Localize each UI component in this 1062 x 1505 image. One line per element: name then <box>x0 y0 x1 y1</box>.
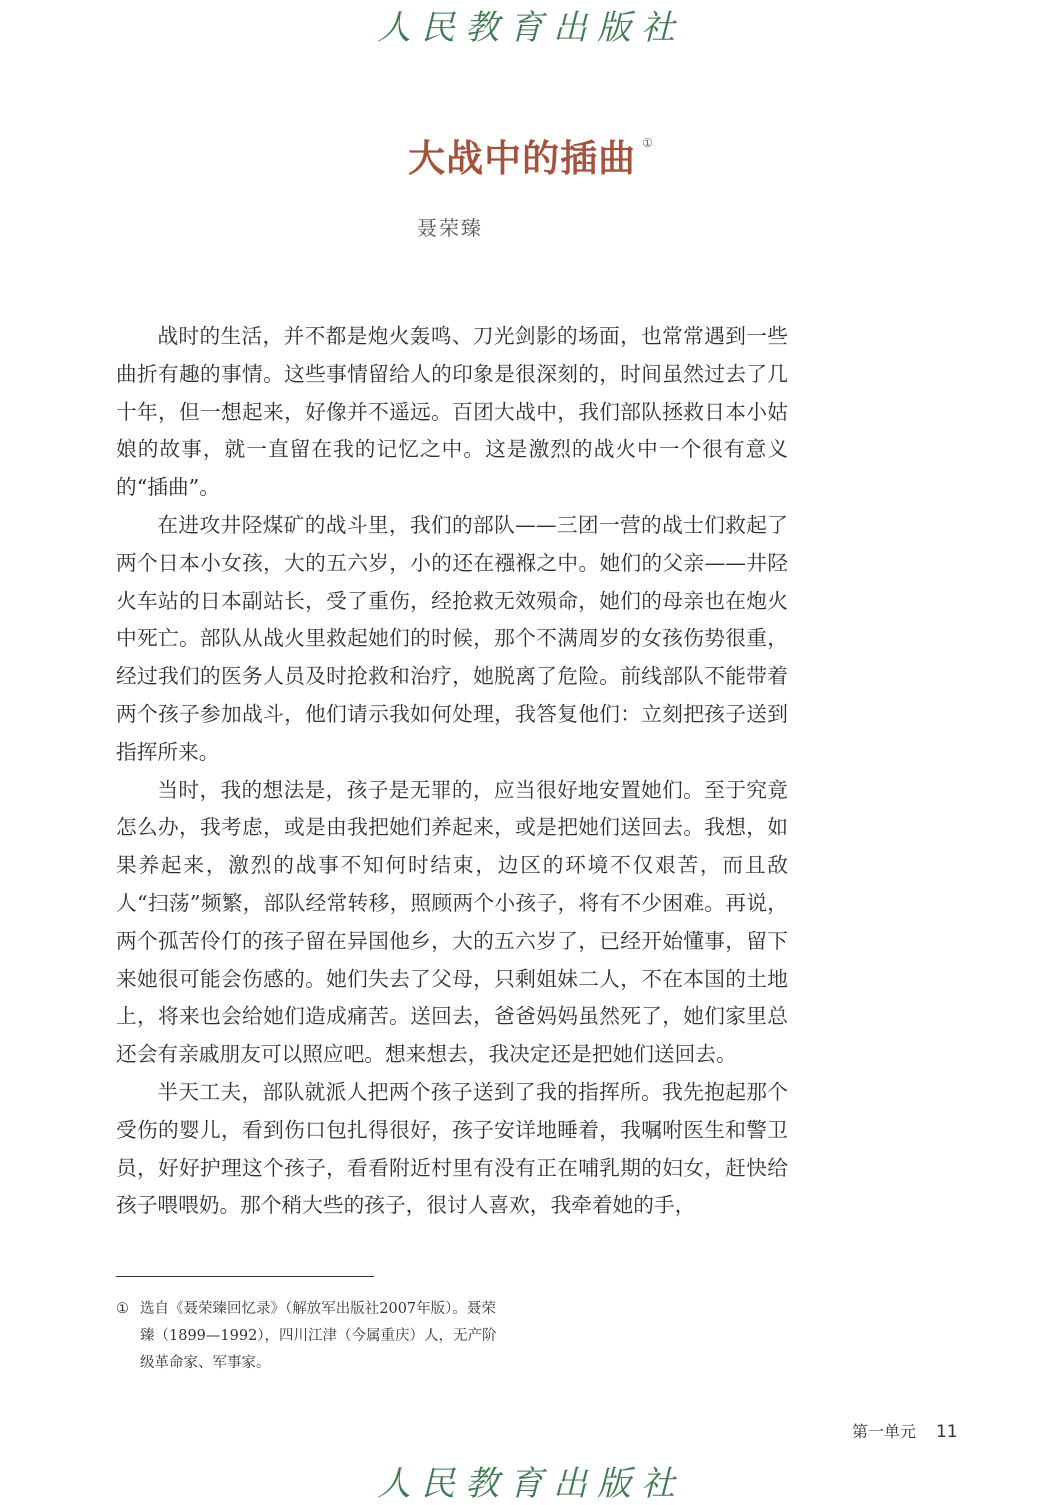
article-title <box>0 128 1062 182</box>
footnote-mark: ① <box>116 1301 129 1317</box>
paragraph: 战时的生活，并不都是炮火轰鸣、刀光剑影的场面，也常常遇到一些曲折有趣的事情。这些事情留给人的印象是很深刻的，时间虽然过去了几十年，但一想起来，好像并不遥远。百团大战中，我们部队拯救日本小姑娘的故事，就一直留在我的记忆之中。这是激烈的战火中一个很有意义的“插曲”。 <box>116 324 788 500</box>
footnote-text: 选自《聂荣臻回忆录》（解放军出版社2007年版）。聂荣臻（1899—1992），四川江津（今属重庆）人，无产阶级革命家、军事家。 <box>140 1301 497 1371</box>
publisher-watermark-top: 人民教育出版社 <box>377 8 685 48</box>
article-body <box>116 318 788 1225</box>
footnote <box>116 1296 506 1377</box>
paragraph: 当时，我的想法是，孩子是无罪的，应当很好地安置她们。至于究竟怎么办，我考虑，或是由我把她们养起来，或是把她们送回去。我想，如果养起来，激烈的战事不知何时结束，边区的环境不仅艰苦，而且敌人“扫荡”频繁，部队经常转移，照顾两个小孩子，将有不少困难。再说，两个孤苦伶仃的孩子留在异国他乡，大的五六岁了，已经开始懂事，留下来她很可能会伤感的。她们失去了父母，只剩姐妹二人，不在本国的土地上，将来也会给她们造成痛苦。送回去，爸爸妈妈虽然死了，她们家里总还会有亲戚朋友可以照应吧。想来想去，我决定还是把她们送回去。 <box>116 777 788 1067</box>
page-footer <box>852 1419 958 1442</box>
author-name: 聂荣臻 <box>417 216 483 240</box>
article-title-text: 大战中的插曲 <box>408 137 637 180</box>
footnote-divider <box>116 1276 374 1277</box>
title-footnote-mark[interactable]: ① <box>642 136 654 150</box>
section-label: 第一单元 <box>852 1422 917 1441</box>
publisher-watermark-bottom: 人民教育出版社 <box>377 1464 685 1504</box>
paragraph: 在进攻井陉煤矿的战斗里，我们的部队——三团一营的战士们救起了两个日本小女孩，大的五六岁，小的还在襁褓之中。她们的父亲——井陉火车站的日本副站长，受了重伤，经抢救无效殒命，她们的母亲也在炮火中死亡。部队从战火里救起她们的时候，那个不满周岁的女孩伤势很重，经过我们的医务人员及时抢救和治疗，她脱离了危险。前线部队不能带着两个孩子参加战斗，他们请示我如何处理，我答复他们：立刻把孩子送到指挥所来。 <box>116 512 788 764</box>
paragraph: 半天工夫，部队就派人把两个孩子送到了我的指挥所。我先抱起那个受伤的婴儿，看到伤口包扎得很好，孩子安详地睡着，我嘱咐医生和警卫员，好好护理这个孩子，看看附近村里有没有正在哺乳期的妇女，赶快给孩子喂喂奶。那个稍大些的孩子，很讨人喜欢，我牵着她的手， <box>116 1079 788 1218</box>
page-number: 11 <box>936 1422 958 1442</box>
